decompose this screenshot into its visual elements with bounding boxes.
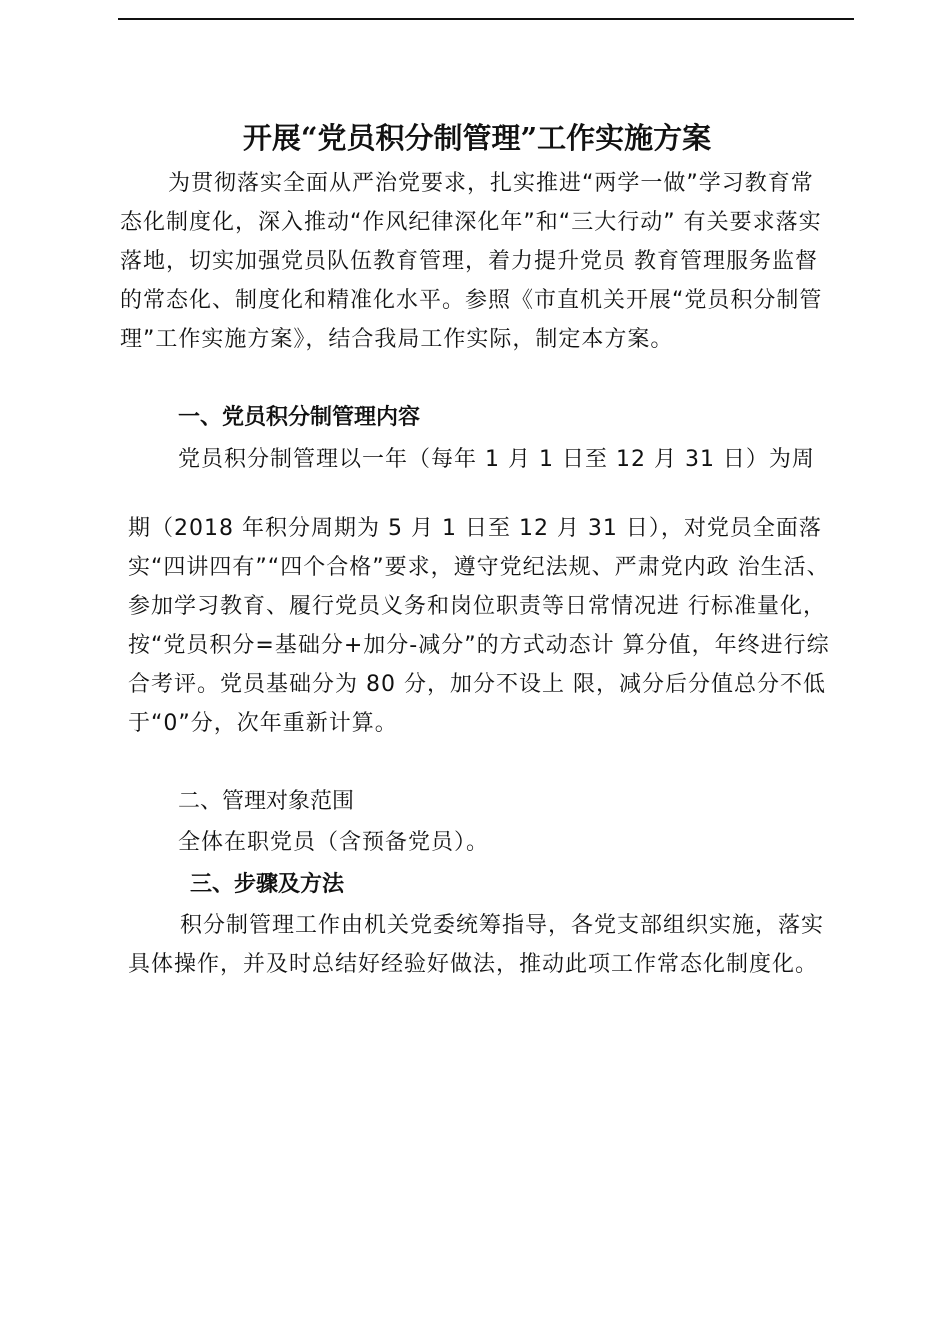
section-3-heading: 三、步骤及方法 [190, 872, 345, 897]
section-2-paragraph: 全体在职党员（含预备党员）。 [178, 830, 490, 855]
section-1-paragraph: 期（2018 年积分周期为 5 月 1 日至 12 月 31 日），对党员全面落 实“四讲四有”“四个合格”要求，遵守党纪法规、严肃党内政 治生活、参加学习教育、履行党员义务和岗位职责等日常情况进 行标准量化，按“党员积分=基础分+加分-减分”的方式动态计 算分值，年终进行综合考评。党员基础分为 80 分，加分不设上 限，减分后分值总分不低于“0”分，次年重新计算。 [128, 516, 830, 736]
document-title: 开展“党员积分制管理”工作实施方案 [242, 121, 712, 155]
section-1-paragraph-first-line: 党员积分制管理以一年（每年 1 月 1 日至 12 月 31 日）为周 [178, 447, 815, 472]
section-2-heading: 二、管理对象范围 [178, 789, 355, 814]
top-divider [118, 18, 854, 20]
section-3-paragraph: 积分制管理工作由机关党委统筹指导，各党支部组织实施，落实具体操作，并及时总结好经验好做法，推动此项工作常态化制度化。 [128, 913, 825, 977]
intro-paragraph: 为贯彻落实全面从严治党要求，扎实推进“两学一做”学习教育常态化制度化，深入推动“作风纪律深化年”和“三大行动” 有关要求落实落地，切实加强党员队伍教育管理，着力提升党员 教育管理服务监督的常态化、制度化和精准化水平。参照《市直机关开展“党员积分制管理”工作实施方案》，结合我局工作实际，制定本方案。 [120, 171, 823, 352]
section-1-heading: 一、党员积分制管理内容 [178, 405, 421, 430]
